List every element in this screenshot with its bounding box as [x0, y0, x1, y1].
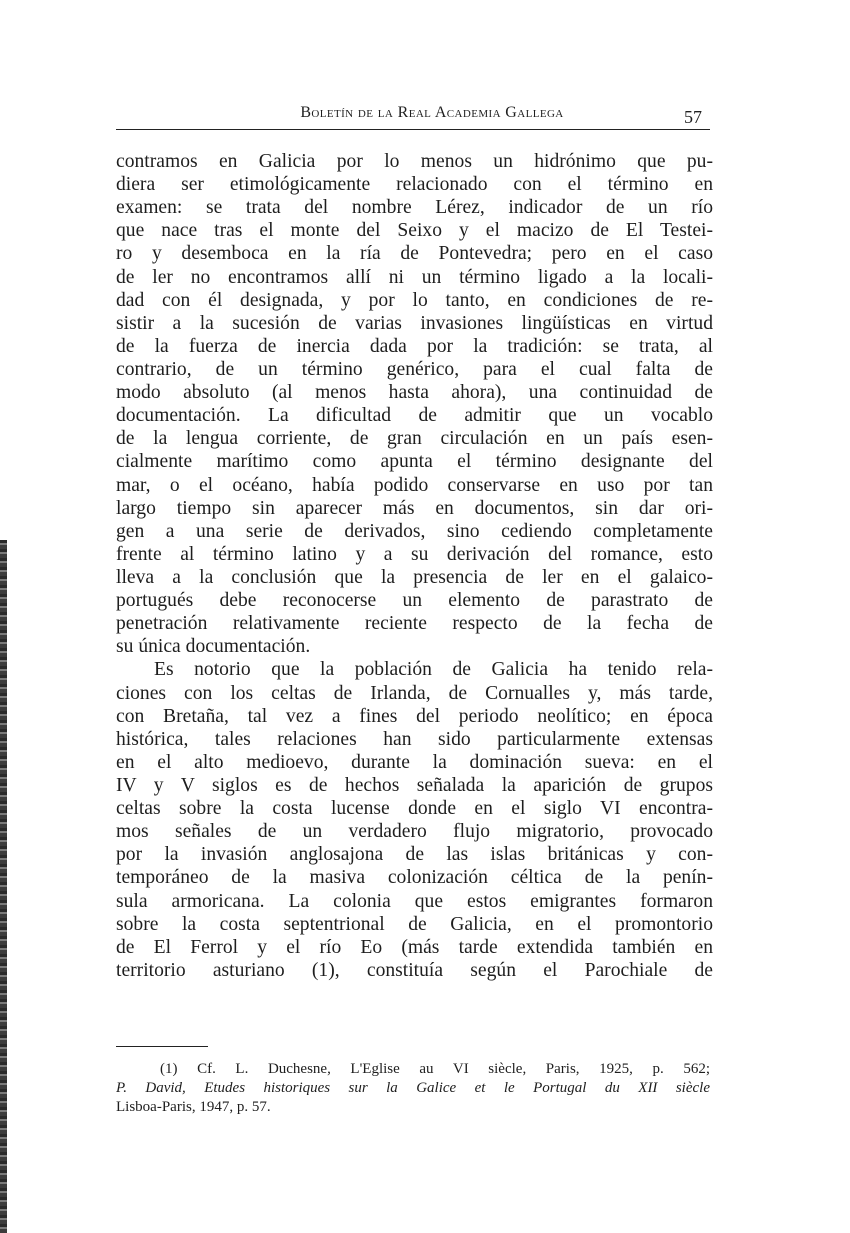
text-line: mar, o el océano, había podido conservarse en uso por tan	[116, 474, 713, 496]
text-line: dad con él designada, y por lo tanto, en condiciones de re-	[116, 289, 713, 311]
footnote-line: Lisboa-Paris, 1947, p. 57.	[116, 1099, 271, 1115]
text-line: temporáneo de la masiva colonización céltica de la penín-	[116, 867, 713, 889]
text-line: cialmente marítimo como apunta el término designante del	[116, 451, 713, 473]
text-line: gen a una serie de derivados, sino cediendo completamente	[116, 520, 713, 542]
text-line: largo tiempo sin aparecer más en documentos, sin dar ori-	[116, 497, 713, 519]
text-line: lleva a la conclusión que la presencia de ler en el galaico-	[116, 566, 713, 588]
text-line: de El Ferrol y el río Eo (más tarde extendida también en	[116, 936, 713, 958]
text-line: modo absoluto (al menos hasta ahora), una continuidad de	[116, 382, 713, 404]
text-line: territorio asturiano (1), constituía según el Parochiale de	[116, 959, 713, 981]
text-line: IV y V siglos es de hechos señalada la aparición de grupos	[116, 774, 713, 796]
text-line: sobre la costa septentrional de Galicia, en el promontorio	[116, 913, 713, 935]
text-line: ciones con los celtas de Irlanda, de Cornualles y, más tarde,	[116, 682, 713, 704]
text-line: celtas sobre la costa lucense donde en el siglo VI encontra-	[116, 798, 713, 820]
text-line: de ler no encontramos allí ni un término ligado a la locali-	[116, 266, 713, 288]
text-line: penetración relativamente reciente respecto de la fecha de	[116, 613, 713, 635]
text-line: por la invasión anglosajona de las islas británicas y con-	[116, 844, 713, 866]
text-line: examen: se trata del nombre Lérez, indicador de un río	[116, 197, 713, 219]
text-line: en el alto medioevo, durante la dominación sueva: en el	[116, 751, 713, 773]
text-line: de la lengua corriente, de gran circulación en un país esen-	[116, 428, 713, 450]
footnote-line: P. David, Etudes historiques sur la Galice et le Portugal du XII siècle	[116, 1080, 710, 1096]
text-line: portugués debe reconocerse un elemento de parastrato de	[116, 590, 713, 612]
text-line: su única documentación.	[116, 636, 311, 658]
text-line: Es notorio que la población de Galicia ha tenido rela-	[154, 659, 713, 681]
text-line: contramos en Galicia por lo menos un hidrónimo que pu-	[116, 151, 713, 172]
text-line: mos señales de un verdadero flujo migratorio, provocado	[116, 821, 713, 843]
page-number: 57	[684, 107, 702, 127]
body-text	[116, 150, 713, 982]
page-header	[116, 103, 710, 130]
text-line: con Bretaña, tal vez a fines del periodo neolítico; en época	[116, 705, 713, 727]
text-line: diera ser etimológicamente relacionado con el término en	[116, 174, 713, 196]
page-binding-edge	[0, 540, 7, 1233]
text-line: documentación. La dificultad de admitir que un vocablo	[116, 405, 713, 427]
text-line: sula armoricana. La colonia que estos emigrantes formaron	[116, 890, 713, 912]
text-line: sistir a la sucesión de varias invasiones lingüísticas en virtud	[116, 312, 713, 334]
text-line: ro y desemboca en la ría de Pontevedra; pero en el caso	[116, 243, 713, 265]
text-line: contrario, de un término genérico, para el cual falta de	[116, 358, 713, 380]
text-line: que nace tras el monte del Seixo y el macizo de El Testei-	[116, 220, 713, 242]
text-line: frente al término latino y a su derivación del romance, esto	[116, 543, 713, 565]
footnotes	[116, 1060, 710, 1117]
text-line: de la fuerza de inercia dada por la tradición: se trata, al	[116, 335, 713, 357]
running-title: Boletín de la Real Academia Gallega	[300, 104, 564, 121]
footnote-divider	[116, 1046, 208, 1047]
text-line: histórica, tales relaciones han sido particularmente extensas	[116, 728, 713, 750]
footnote-line: (1) Cf. L. Duchesne, L'Eglise au VI siècle, Paris, 1925, p. 562;	[160, 1061, 710, 1077]
